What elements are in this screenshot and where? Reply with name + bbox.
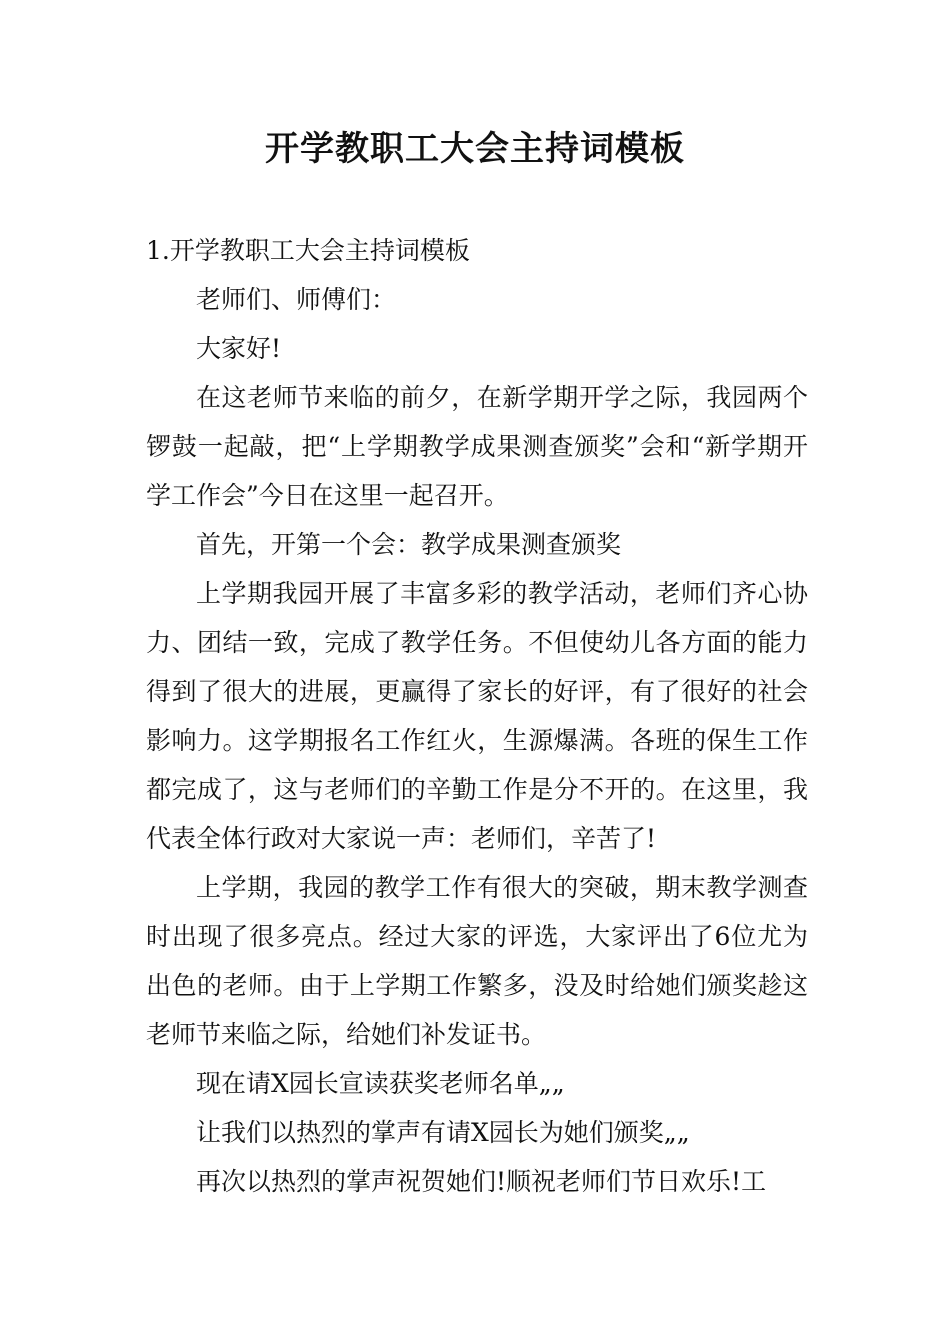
body-paragraph: 上学期，我园的教学工作有很大的突破，期末教学测查时出现了很多亮点。经过大家的评选，大家评出了6位尤为出色的老师。由于上学期工作繁多，没及时给她们颁奖趁这老师节来临之际，给她们补发证书。 — [146, 873, 808, 1049]
salutation: 老师们、师傅们： — [196, 285, 397, 314]
document-title: 开学教职工大会主持词模板 — [265, 129, 685, 169]
greeting: 大家好! — [196, 334, 282, 363]
body-paragraph: 再次以热烈的掌声祝贺她们!顺祝老师们节日欢乐!工 — [196, 1167, 767, 1196]
body-paragraph: 在这老师节来临的前夕，在新学期开学之际，我园两个锣鼓一起敲，把“上学期教学成果测查颁奖”会和“新学期开学工作会”今日在这里一起召开。 — [146, 383, 808, 510]
section-heading: 1.开学教职工大会主持词模板 — [146, 236, 470, 265]
body-paragraph: 现在请X园长宣读获奖老师名单„„ — [196, 1069, 565, 1098]
body-paragraph: 上学期我园开展了丰富多彩的教学活动，老师们齐心协力、团结一致，完成了教学任务。不但使幼儿各方面的能力得到了很大的进展，更赢得了家长的好评，有了很好的社会影响力。这学期报名工作红火，生源爆满。各班的保生工作都完成了，这与老师们的辛勤工作是分不开的。在这里，我代表全体行政对大家说一声：老师们，辛苦了! — [146, 579, 808, 853]
document-body — [146, 226, 808, 1206]
body-paragraph: 让我们以热烈的掌声有请X园长为她们颁奖„„ — [196, 1118, 690, 1147]
body-paragraph: 首先，开第一个会：教学成果测查颁奖 — [196, 530, 622, 559]
